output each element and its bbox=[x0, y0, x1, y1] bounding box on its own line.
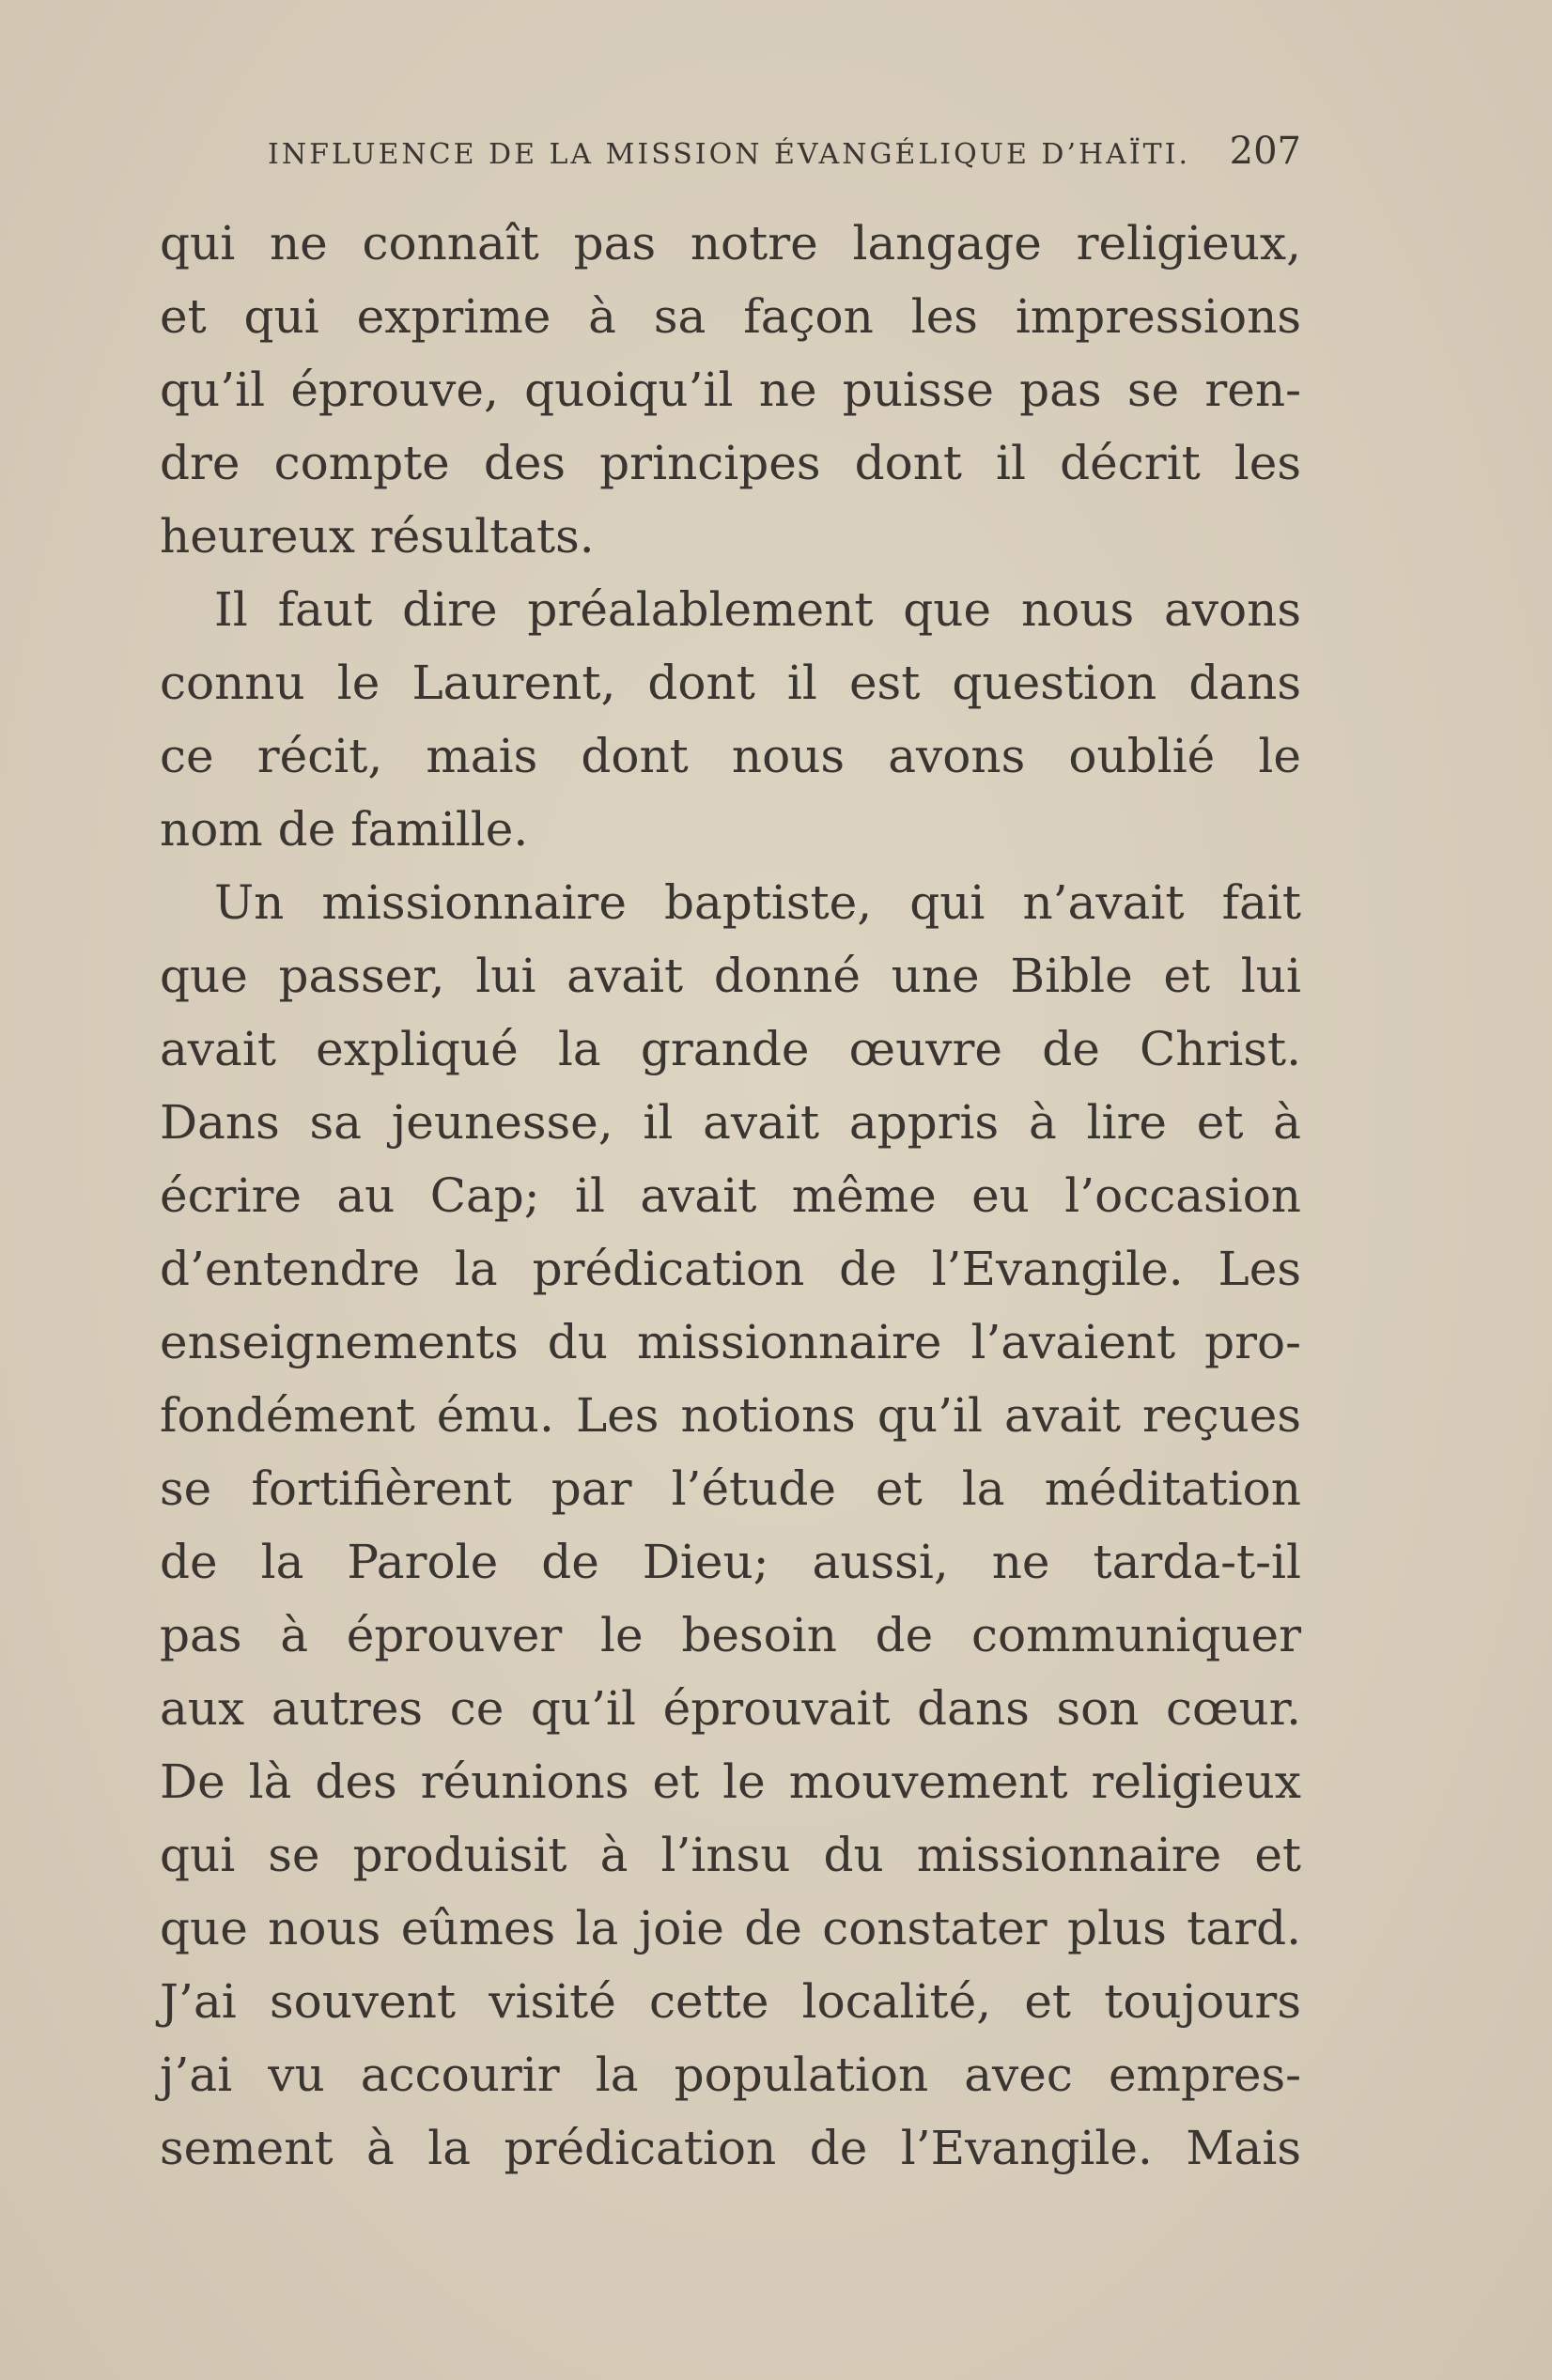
text-line: Il faut dire préalablement que nous avons bbox=[214, 582, 1301, 637]
text-line: nom de famille. bbox=[160, 802, 529, 857]
text-line: qu’il éprouve, quoiqu’il ne puisse pas se ren- bbox=[160, 363, 1301, 417]
text-line: se fortifièrent par l’étude et la méditation bbox=[160, 1461, 1301, 1516]
text-line: que passer, lui avait donné une Bible et lui bbox=[160, 949, 1301, 1003]
body-text bbox=[160, 207, 1301, 2185]
text-line: de la Parole de Dieu; aussi, ne tarda-t-il bbox=[160, 1535, 1301, 1589]
text-line: De là des réunions et le mouvement religieux bbox=[160, 1754, 1301, 1809]
text-line: fondément ému. Les notions qu’il avait reçues bbox=[160, 1388, 1301, 1443]
text-line: heureux résultats. bbox=[160, 509, 595, 564]
running-title: INFLUENCE DE LA MISSION ÉVANGÉLIQUE D’HAÏTI. bbox=[268, 138, 1191, 171]
text-line: qui ne connaît pas notre langage religieux, bbox=[160, 216, 1301, 270]
text-line: écrire au Cap; il avait même eu l’occasion bbox=[160, 1168, 1301, 1223]
text-line: que nous eûmes la joie de constater plus tard. bbox=[160, 1901, 1301, 1955]
text-line: ce récit, mais dont nous avons oublié le bbox=[160, 729, 1301, 783]
text-line: pas à éprouver le besoin de communiquer bbox=[160, 1608, 1301, 1662]
text-line: Un missionnaire baptiste, qui n’avait fait bbox=[214, 875, 1301, 930]
text-line: sement à la prédication de l’Evangile. Mais bbox=[160, 2121, 1301, 2175]
text-line: Dans sa jeunesse, il avait appris à lire et à bbox=[160, 1095, 1301, 1150]
text-line: enseignements du missionnaire l’avaient pro- bbox=[160, 1315, 1301, 1369]
page-number: 207 bbox=[1229, 130, 1301, 173]
text-line: qui se produisit à l’insu du missionnaire et bbox=[160, 1828, 1301, 1882]
text-line: aux autres ce qu’il éprouvait dans son cœur. bbox=[160, 1681, 1301, 1736]
text-line: J’ai souvent visité cette localité, et toujours bbox=[160, 1974, 1301, 2029]
running-head bbox=[268, 130, 1301, 186]
text-line: avait expliqué la grande œuvre de Christ. bbox=[160, 1022, 1301, 1076]
text-line: dre compte des principes dont il décrit les bbox=[160, 436, 1301, 490]
text-line: connu le Laurent, dont il est question dans bbox=[160, 656, 1301, 710]
text-line: et qui exprime à sa façon les impressions bbox=[160, 289, 1301, 344]
text-line: j’ai vu accourir la population avec empres- bbox=[160, 2048, 1301, 2102]
text-line: d’entendre la prédication de l’Evangile. Les bbox=[160, 1242, 1301, 1296]
